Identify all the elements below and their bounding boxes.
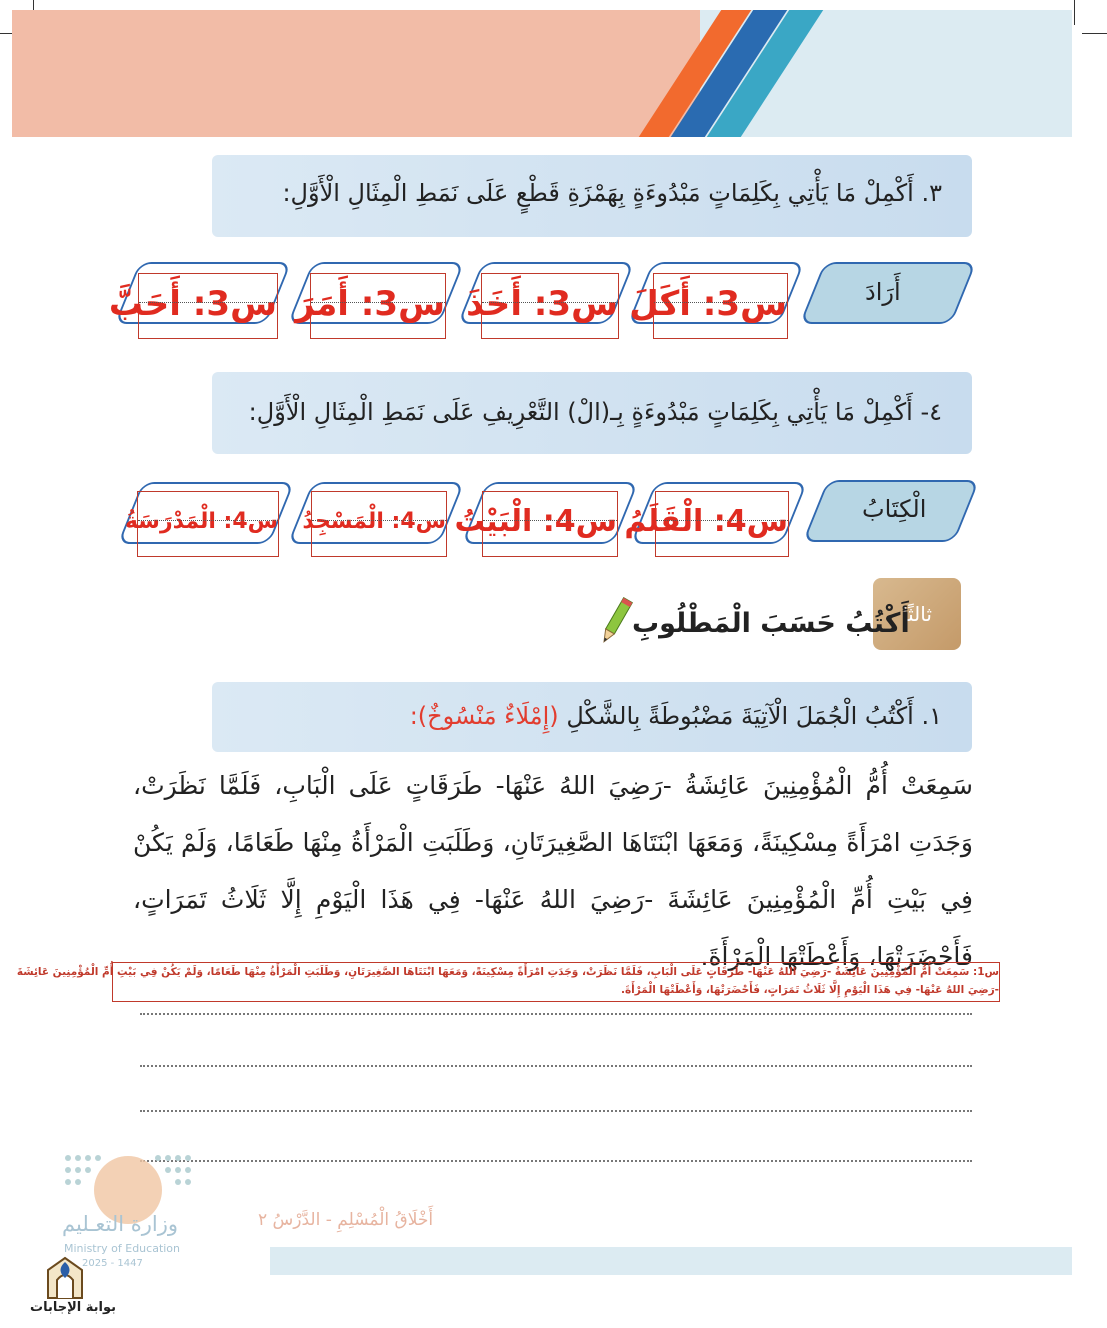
writing-line[interactable] — [140, 1013, 972, 1015]
ministry-name-ar: وزارة التعـليم — [62, 1212, 179, 1236]
ministry-emblem-icon — [62, 1150, 196, 1212]
question-1-bar — [212, 682, 972, 752]
section-title: أَكْتُبُ حَسَبَ الْمَطْلُوبِ — [632, 608, 910, 639]
answer-overlay — [16, 962, 1000, 1002]
q3-answer-1: س3: أَكَلَ — [653, 273, 788, 339]
answer-line-2: -رَضِيَ اللهُ عَنْهَا- فِي هَذَا الْيَوْمِ إِلَّا ثَلَاثُ تَمَرَاتٍ، فَأَحْضَرَتْهَا، وَأَعْطَتْهَا الْمَرْأَةَ. — [620, 984, 999, 996]
ministry-logo — [62, 1150, 196, 1270]
q3-answer-3: س3: أَمَرَ — [310, 273, 446, 339]
ministry-year: 2025 - 1447 — [82, 1258, 143, 1269]
q4-answer-1: س4: الْقَلَمُ — [655, 491, 789, 557]
question-3-bar — [212, 155, 972, 237]
site-name: بوابة الإجابات — [30, 1300, 116, 1315]
pencil-icon — [598, 595, 634, 651]
section-badge: ثالثًا — [873, 578, 961, 650]
question-3-text: ٣. أَكْمِلْ مَا يَأْتِي بِكَلِمَاتٍ مَبْدُوءَةٍ بِهَمْزَةِ قَطْعٍ عَلَى نَمَطِ الْمِثَالِ الْأَوَّلِ: — [282, 179, 942, 207]
q3-example-word: أَرَادَ — [865, 278, 901, 306]
dictation-passage: سَمِعَتْ أُمُّ الْمُؤْمِنِينَ عَائِشَةُ -رَضِيَ اللهُ عَنْهَا- طَرَقَاتٍ عَلَى الْبَابِ، فَلَمَّا نَظَرَتْ، وَجَدَتِ امْرَأَةً مِسْكِينَةً، وَمَعَهَا ابْنَتَاهَا الصَّغِيرَتَانِ، وَطَلَبَتِ الْمَرْأَةُ مِنْهَا طَعَامًا، وَلَمْ يَكُنْ فِي بَيْتِ أُمِّ الْمُؤْمِنِينَ عَائِشَةَ -رَضِيَ اللهُ عَنْهَا- فِي هَذَا الْيَوْمِ إِلَّا ثَلَاثُ تَمَرَاتٍ، فَأَحْضَرَتْهَا، وَأَعْطَتْهَا الْمَرْأَةَ. — [133, 771, 973, 971]
question-4-text: ٤- أَكْمِلْ مَا يَأْتِي بِكَلِمَاتٍ مَبْدُوءَةٍ بِـ(الْ) التَّعْرِيفِ عَلَى نَمَطِ الْمِثَالِ الْأَوَّلِ: — [248, 398, 942, 426]
writing-line[interactable] — [140, 1110, 972, 1112]
writing-line[interactable] — [140, 1160, 972, 1162]
lesson-title: أَخْلَاقُ الْمُسْلِمِ - الدَّرْسُ ٢ — [258, 1210, 434, 1230]
answer-line-1: س1: سَمِعَتْ أُمُّ الْمُؤْمِنِينَ عَائِشَةُ -رَضِيَ اللهُ عَنْهَا- طَرَقَاتٍ عَلَى الْبَابِ، فَلَمَّا نَظَرَتْ، وَجَدَتِ امْرَأَةً مِسْكِينَةً، وَمَعَهَا ابْنَتَاهَا الصَّغِيرَتَانِ، وَطَلَبَتِ الْمَرْأَةُ مِنْهَا طَعَامًا، وَلَمْ يَكُنْ فِي بَيْتِ أُمِّ الْمُؤْمِنِينَ عَائِشَةَ — [16, 966, 999, 978]
writing-line[interactable] — [140, 1065, 972, 1067]
ministry-name-en: Ministry of Education — [64, 1242, 181, 1255]
question-4-bar — [212, 372, 972, 454]
q4-answer-3: س4: الْمَسْجِدُ — [311, 491, 447, 557]
q4-answer-4: س4: الْمَدْرَسَةُ — [137, 491, 279, 557]
q4-example-word: الْكِتَابُ — [862, 495, 927, 523]
question-1-text: ١. أَكْتُبُ الْجُمَلَ الْآتِيَةَ مَضْبُوطَةً بِالشَّكْلِ (إِمْلَاءٌ مَنْسُوخٌ): — [409, 702, 942, 730]
q3-answer-4: س3: أَحَبَّ — [138, 273, 278, 339]
footer-bar — [270, 1247, 1072, 1275]
crop-mark — [1074, 0, 1075, 25]
q3-answer-2: س3: أَخَذَ — [481, 273, 619, 339]
crop-mark — [1082, 33, 1107, 34]
site-logo-icon — [44, 1256, 86, 1304]
q4-answer-2: س4: الْبَيْتُ — [482, 491, 618, 557]
